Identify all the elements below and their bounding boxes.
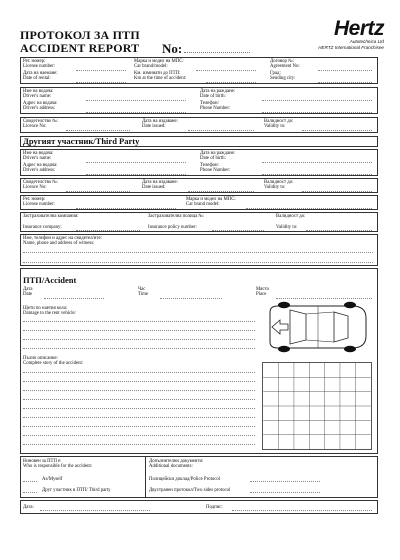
city-label-en: Sending city:: [270, 76, 296, 81]
issued-label-bg: Дата на издаване:: [142, 119, 178, 124]
damage-line-4[interactable]: [23, 348, 255, 349]
footer-date-field[interactable]: [40, 510, 150, 511]
logo-sub-company: Autotechnica Ltd: [349, 39, 384, 44]
tp-address-label-bg: Адрес на водача:: [23, 163, 58, 168]
driver-birth-field[interactable]: [262, 100, 372, 101]
rental-date-field[interactable]: [76, 82, 126, 83]
logo-word: Hertz: [333, 17, 384, 40]
footer-signature-label: Подпис:: [206, 505, 223, 510]
acc-time-field[interactable]: [160, 298, 222, 299]
make-label-en: Car brand/model:: [134, 64, 168, 69]
tp-validity-label-bg: Валидност до:: [264, 180, 294, 185]
car-damage-diagram-icon[interactable]: [262, 298, 372, 356]
km-label-en: Km at the time of accident:: [134, 76, 187, 81]
accident-sketch-grid[interactable]: [262, 362, 372, 450]
docs-label-bg: Допълнителни документи:: [149, 459, 204, 464]
docs-bilateral-label: Двустранен протокол/Two sides protocol: [149, 488, 231, 493]
rental-date-label-bg: Дата на наемане:: [23, 71, 58, 76]
reg-label-en: License number:: [23, 64, 56, 69]
tp-address-label-en: Driver's address:: [23, 168, 56, 173]
tp-make-label-en: Car brand model:: [186, 202, 220, 207]
tp-phone-label-en: Phone Number:: [200, 168, 231, 173]
rental-date-label-en: Date of rental:: [23, 76, 51, 81]
license-label-en: Licence No:: [23, 124, 47, 129]
acc-date-label-bg: Дата: [23, 287, 33, 292]
docs-police-field[interactable]: [250, 481, 320, 482]
driver-name-label-bg: Име на водача:: [23, 89, 54, 94]
resp-label-en: Who is responsible for the accident:: [23, 464, 93, 469]
story-line-4[interactable]: [23, 399, 255, 400]
damage-label-bg: Щети по наетия кола:: [23, 306, 68, 311]
form-title: [20, 29, 140, 55]
tp-issued-field[interactable]: [188, 191, 254, 192]
reg-label-bg: Рег. номер:: [23, 59, 46, 64]
logo-sub-franchisee: HERTZ International Franchisee: [318, 44, 384, 50]
driver-phone-field[interactable]: [262, 112, 372, 113]
story-line-7[interactable]: [23, 426, 255, 427]
tp-name-label-en: Driver's name:: [23, 156, 52, 161]
issued-field[interactable]: [188, 130, 254, 131]
damage-line-2[interactable]: [23, 330, 255, 331]
driver-birth-label-bg: Дата на раждане:: [200, 89, 236, 94]
ins-validity-label-en: Validity to:: [276, 225, 298, 230]
witness-line-1[interactable]: [23, 252, 373, 253]
driver-address-label-en: Driver's address:: [23, 106, 56, 111]
city-label-bg: Град:: [270, 71, 281, 76]
driver-phone-label-en: Phone Number:: [200, 106, 231, 111]
witness-line-2[interactable]: [23, 262, 373, 263]
tp-issued-label-en: Date issued:: [142, 185, 166, 190]
witness-label-en: Name, phone and address of witness:: [23, 241, 95, 246]
contract-field[interactable]: [318, 70, 372, 71]
story-line-9[interactable]: [23, 444, 255, 445]
issued-label-en: Date issued:: [142, 124, 166, 129]
km-field[interactable]: [206, 82, 256, 83]
acc-date-label-en: Date: [23, 292, 33, 297]
driver-address-field[interactable]: [86, 112, 186, 113]
ins-validity-field[interactable]: [306, 230, 372, 231]
driver-phone-label-bg: Телефон:: [200, 101, 219, 106]
form-title-en: ACCIDENT REPORT: [20, 41, 140, 55]
make-field[interactable]: [196, 70, 256, 71]
tp-validity-label-en: Validity to:: [264, 185, 286, 190]
docs-police-label: Полицейски доклад/Police Protocol: [149, 477, 221, 482]
ins-policy-field[interactable]: [212, 230, 264, 231]
tp-reg-field[interactable]: [76, 208, 176, 209]
story-line-2[interactable]: [23, 381, 255, 382]
story-line-1[interactable]: [23, 372, 255, 373]
story-line-5[interactable]: [23, 408, 255, 409]
resp-other-label: Друг участник в ПТП/ Third party: [42, 488, 111, 493]
tp-make-field[interactable]: [246, 208, 372, 209]
license-label-bg: Свидетелство №:: [23, 119, 59, 124]
ins-validity-label-bg: Валидност до:: [276, 214, 306, 219]
hertz-logo: [278, 18, 384, 50]
ins-company-field[interactable]: [76, 230, 140, 231]
tp-name-label-bg: Име на водача:: [23, 151, 54, 156]
story-line-6[interactable]: [23, 417, 255, 418]
make-label-bg: Марка и модел на МПС:: [134, 59, 184, 64]
resp-label-bg: Виновен за ПТП е:: [23, 459, 62, 464]
driver-name-field[interactable]: [86, 100, 186, 101]
form-title-bg: ПРОТОКОЛ ЗА ПТП: [20, 28, 140, 42]
tp-license-label-en: Licence No:: [23, 185, 47, 190]
report-number-field[interactable]: [184, 52, 250, 53]
third-party-title: Другият участник/Third Party: [23, 136, 140, 146]
footer-date-label: Дата:: [23, 505, 34, 510]
acc-place-label-en: Place: [256, 292, 267, 297]
acc-date-field[interactable]: [44, 298, 104, 299]
driver-birth-label-en: Date of birth:: [200, 94, 226, 99]
tp-phone-label-bg: Телефон:: [200, 163, 219, 168]
tp-birth-field[interactable]: [262, 162, 372, 163]
report-number-label: No:: [162, 41, 183, 56]
tp-phone-field[interactable]: [262, 174, 372, 175]
driver-address-label-bg: Адрес на водача:: [23, 101, 58, 106]
tp-make-label-bg: Марка и модел на МПС:: [186, 197, 236, 202]
witness-label-bg: Име, телефон и адрес на свидетел/ите:: [23, 236, 102, 241]
tp-birth-label-bg: Дата на раждане:: [200, 151, 236, 156]
city-field[interactable]: [318, 82, 372, 83]
reg-field[interactable]: [76, 70, 126, 71]
resp-other-checkbox[interactable]: [23, 492, 37, 493]
damage-line-1[interactable]: [23, 321, 255, 322]
story-label-en: Complete story of the accident:: [23, 361, 84, 366]
tp-reg-label-bg: Рег. номер:: [23, 197, 46, 202]
footer-signature-field[interactable]: [232, 510, 372, 511]
resp-myself-checkbox[interactable]: [23, 481, 37, 482]
docs-bilateral-field[interactable]: [250, 492, 320, 493]
resp-myself-label: Аз/Myself: [42, 477, 63, 482]
story-line-3[interactable]: [23, 390, 255, 391]
license-field[interactable]: [66, 130, 130, 131]
tp-license-label-bg: Свидетелство №:: [23, 180, 59, 185]
damage-line-3[interactable]: [23, 339, 255, 340]
docs-label-en: Additional documents:: [149, 464, 193, 469]
ins-company-label-en: Insurance company:: [23, 225, 62, 230]
tp-issued-label-bg: Дата на издаване:: [142, 180, 178, 185]
driver-name-label-en: Driver's name:: [23, 94, 52, 99]
acc-place-label-bg: Място: [256, 287, 270, 292]
responsibility-divider: [145, 456, 146, 498]
footer-section: [20, 500, 378, 514]
validity-label-en: Validity to:: [264, 124, 286, 129]
story-line-8[interactable]: [23, 435, 255, 436]
tp-validity-field[interactable]: [302, 191, 372, 192]
tp-address-field[interactable]: [86, 174, 186, 175]
ins-company-label-bg: Застрахователна компания:: [23, 214, 79, 219]
tp-license-field[interactable]: [66, 191, 130, 192]
contract-label-en: Agreement No:: [270, 64, 300, 69]
tp-name-field[interactable]: [86, 162, 186, 163]
story-label-bg: Пълно описание:: [23, 356, 58, 361]
validity-label-bg: Валидност до:: [264, 119, 294, 124]
tp-reg-label-en: License number:: [23, 202, 56, 207]
ins-policy-label-bg: Застрахователна полица №:: [148, 214, 205, 219]
km-label-bg: Км. изминати до ПТП:: [134, 71, 181, 76]
validity-field[interactable]: [302, 130, 372, 131]
damage-label-en: Damage to the rent vehicle:: [23, 311, 77, 316]
contract-label-bg: Договор №:: [270, 59, 295, 64]
ins-policy-label-en: Insurance policy number:: [148, 225, 198, 230]
accident-title: ПТП/Accident: [23, 275, 77, 285]
acc-time-label-bg: Час: [138, 287, 146, 292]
tp-birth-label-en: Date of birth:: [200, 156, 226, 161]
acc-time-label-en: Time: [138, 292, 148, 297]
